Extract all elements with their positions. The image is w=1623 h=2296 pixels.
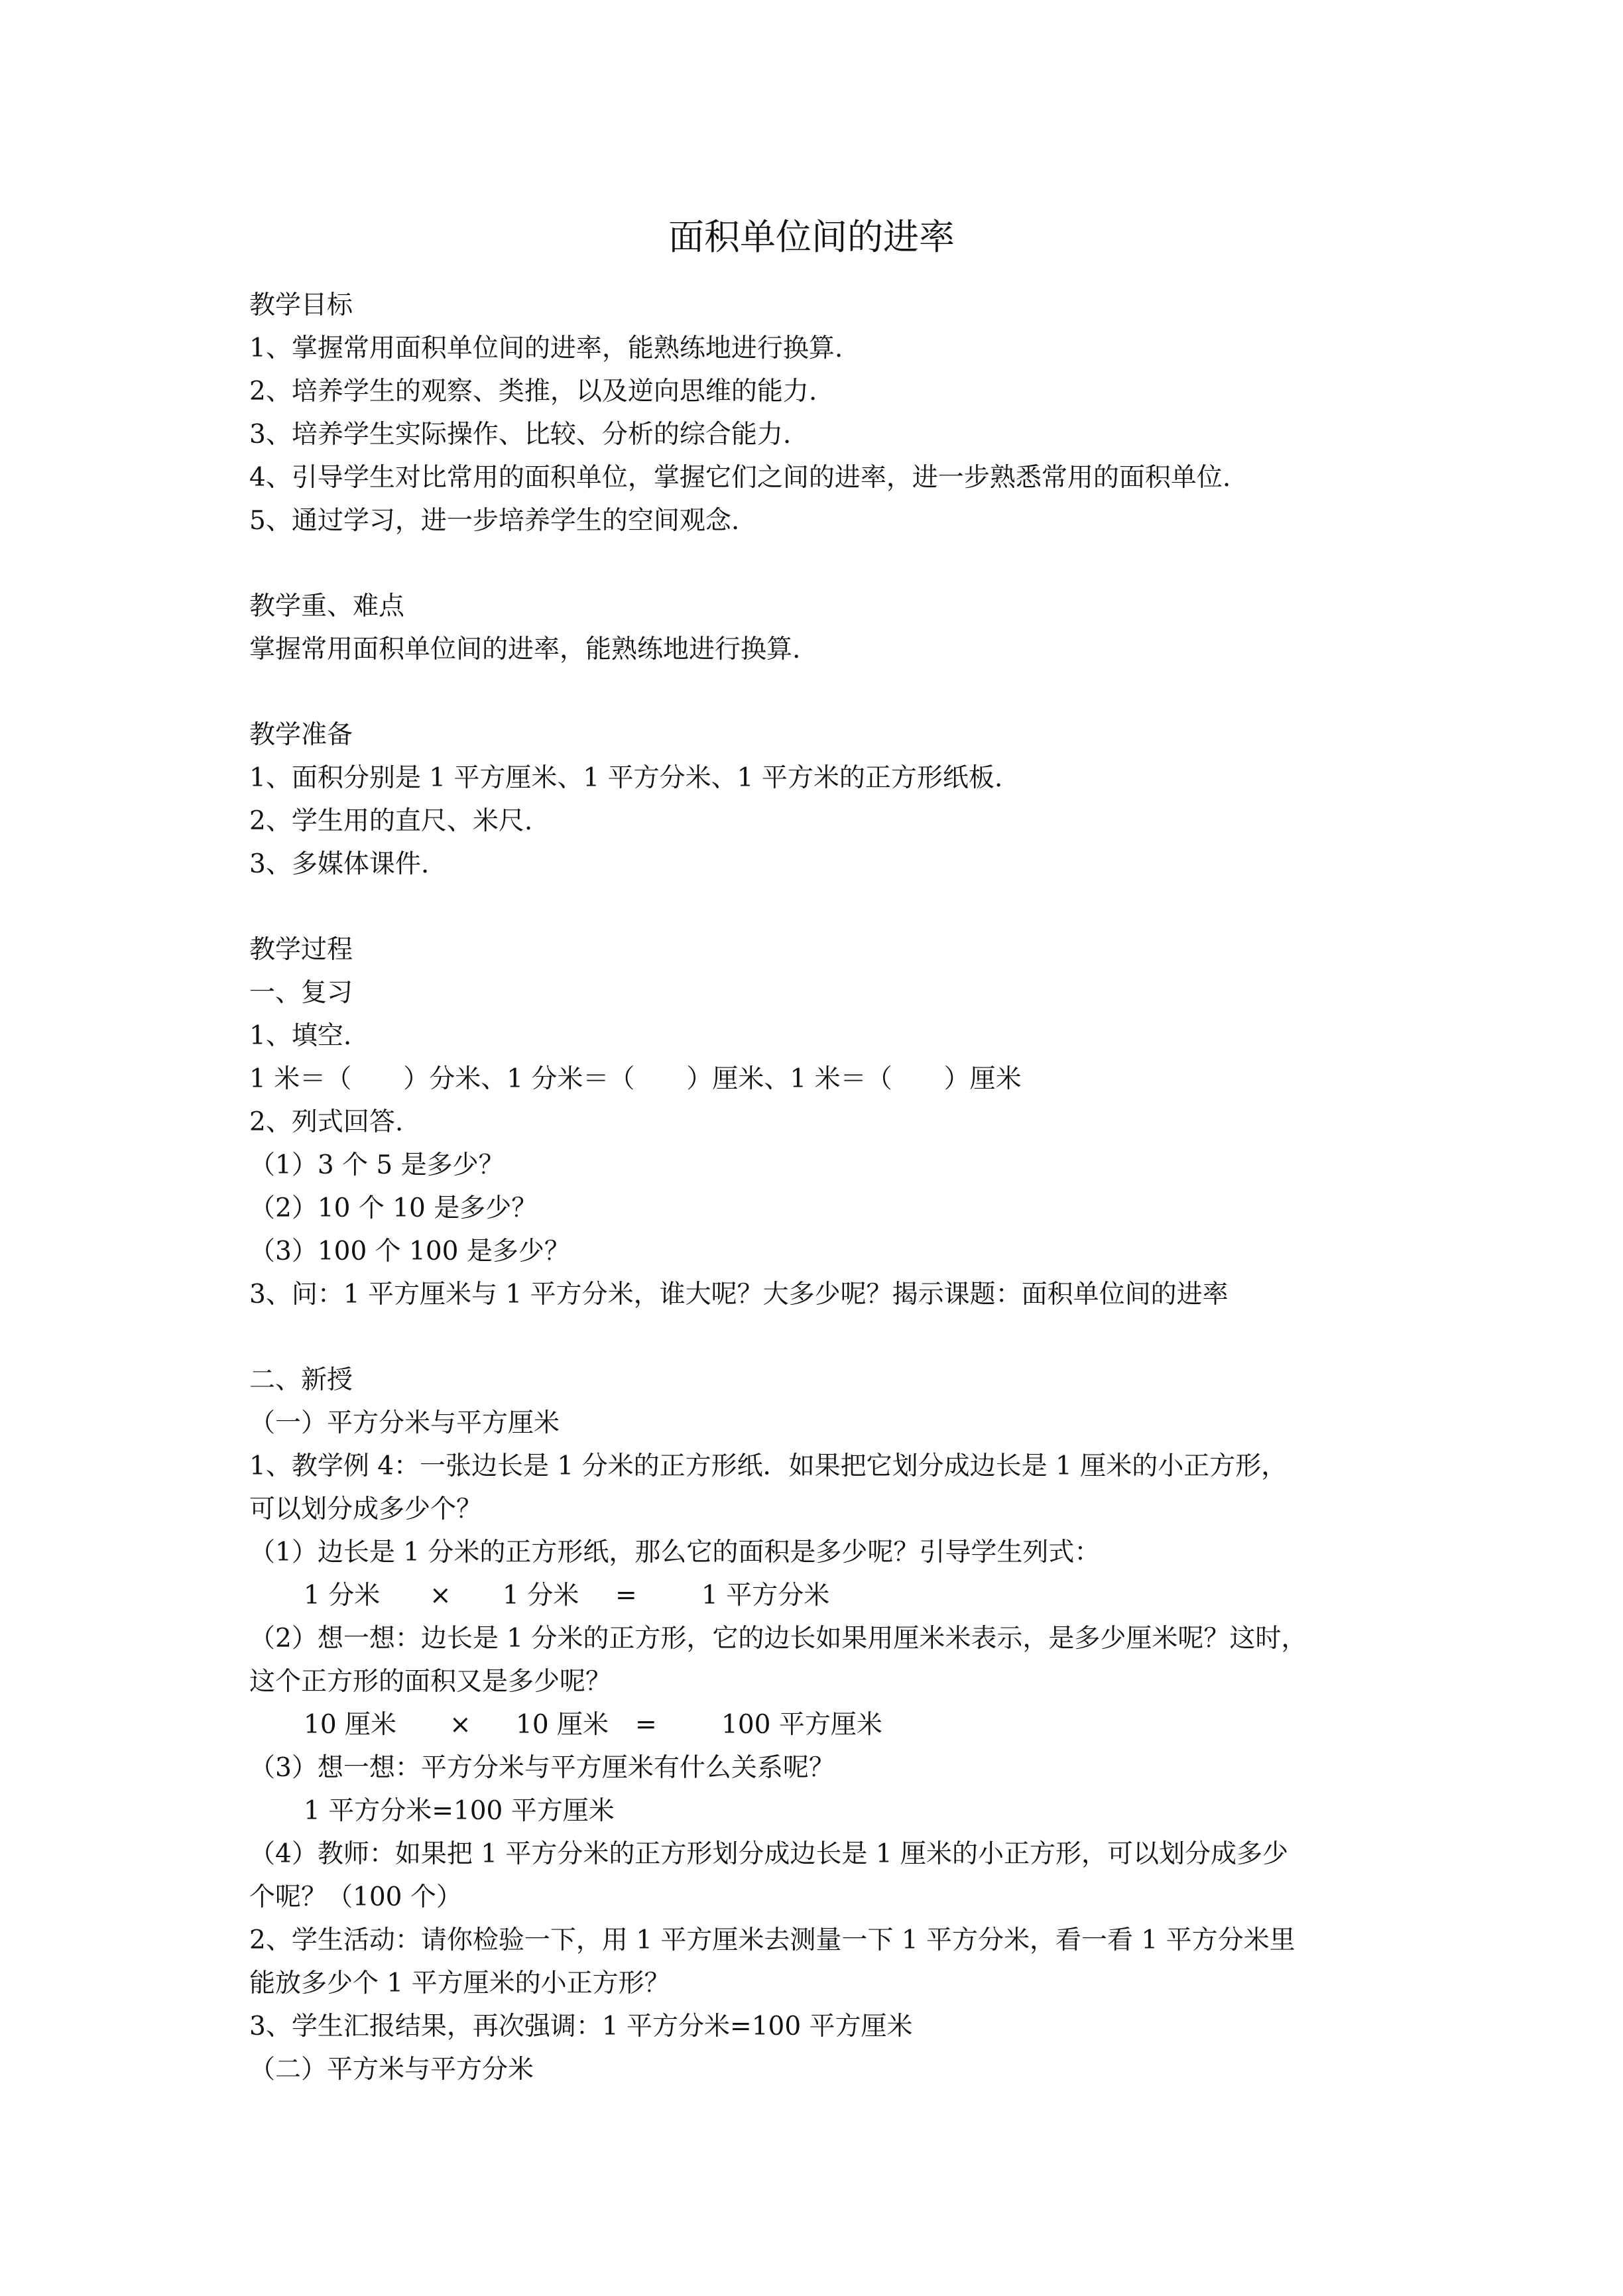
equation-row (249, 1574, 1403, 1617)
review-q2: 2、列式回答. (249, 1107, 404, 1137)
equation-equals: = (635, 1710, 657, 1740)
key-points-text: 掌握常用面积单位间的进率，能熟练地进行换算. (249, 634, 801, 664)
equation-term: 10 厘米 (516, 1710, 609, 1740)
step-text-cont: 这个正方形的面积又是多少呢？ (249, 1667, 612, 1697)
review-q2-item: （1）3 个 5 是多少？ (249, 1150, 505, 1180)
key-points-heading: 教学重、难点 (249, 591, 405, 621)
review-q3: 3、问：1 平方厘米与 1 平方分米，谁大呢？大多少呢？揭示课题：面积单位间的进率 (249, 1280, 1229, 1309)
goal-item: 2、培养学生的观察、类推，以及逆向思维的能力. (249, 377, 817, 406)
review-q2-item: （2）10 个 10 是多少？ (249, 1193, 538, 1223)
goals-heading: 教学目标 (249, 290, 353, 320)
equation-row (249, 1703, 1403, 1746)
page-title: 面积单位间的进率 (668, 216, 955, 258)
preparation-item: 3、多媒体课件. (249, 849, 430, 879)
spacer (249, 886, 1403, 928)
equation-result: 1 平方分米 (701, 1581, 830, 1610)
preparation-item: 1、面积分别是 1 平方厘米、1 平方分米、1 平方米的正方形纸板. (249, 763, 1003, 793)
step-text: （2）想一想：边长是 1 分米的正方形，它的边长如果用厘米米表示，是多少厘米呢？这时， (249, 1624, 1307, 1654)
spacer (249, 1316, 1403, 1359)
activity-text: 2、学生活动：请你检验一下，用 1 平方厘米去测量一下 1 平方分米，看一看 1 平方分米里 (249, 1925, 1295, 1955)
review-q1: 1、填空. (249, 1021, 352, 1051)
example-text: 1、教学例 4：一张边长是 1 分米的正方形纸．如果把它划分成边长是 1 厘米的小正方形， (249, 1451, 1288, 1481)
equation-term: 1 分米 (304, 1581, 381, 1610)
example-text-cont: 可以划分成多少个？ (249, 1494, 483, 1524)
subsection-heading: （一）平方分米与平方厘米 (249, 1408, 560, 1438)
step-text-cont: 个呢？（100 个） (249, 1882, 462, 1912)
new-lesson-heading: 二、新授 (249, 1365, 353, 1395)
equation-operator: × (450, 1710, 471, 1740)
step-text: （3）想一想：平方分米与平方厘米有什么关系呢？ (249, 1753, 835, 1783)
report-text: 3、学生汇报结果，再次强调：1 平方分米=100 平方厘米 (249, 2012, 913, 2041)
goal-item: 5、通过学习，进一步培养学生的空间观念. (249, 506, 740, 536)
subsection-heading: （二）平方米与平方分米 (249, 2055, 534, 2085)
preparation-heading: 教学准备 (249, 720, 353, 750)
goal-item: 1、掌握常用面积单位间的进率，能熟练地进行换算. (249, 333, 843, 363)
process-heading: 教学过程 (249, 935, 353, 965)
spacer (249, 671, 1403, 713)
document-body (249, 284, 1403, 2091)
equation-operator: × (430, 1581, 451, 1610)
equation-term: 10 厘米 (304, 1710, 397, 1740)
step-answer: 1 平方分米=100 平方厘米 (304, 1796, 615, 1826)
review-heading: 一、复习 (249, 978, 353, 1008)
equation-equals: = (615, 1581, 637, 1610)
activity-text-cont: 能放多少个 1 平方厘米的小正方形？ (249, 1968, 670, 1998)
goal-item: 3、培养学生实际操作、比较、分析的综合能力. (249, 420, 792, 450)
step-text: （4）教师：如果把 1 平方分米的正方形划分成边长是 1 厘米的小正方形，可以划分成多少 (249, 1839, 1289, 1869)
goal-item: 4、引导学生对比常用的面积单位，掌握它们之间的进率，进一步熟悉常用的面积单位. (249, 463, 1231, 493)
equation-term: 1 分米 (503, 1581, 579, 1610)
spacer (249, 542, 1403, 585)
preparation-item: 2、学生用的直尺、米尺. (249, 806, 533, 836)
review-q2-item: （3）100 个 100 是多少？ (249, 1237, 570, 1266)
review-q1-blanks: 1 米＝（ ）分米、1 分米＝（ ）厘米、1 米＝（ ）厘米 (249, 1064, 1022, 1094)
equation-result: 100 平方厘米 (721, 1710, 882, 1740)
step-text: （1）边长是 1 分米的正方形纸，那么它的面积是多少呢？引导学生列式： (249, 1538, 1101, 1567)
